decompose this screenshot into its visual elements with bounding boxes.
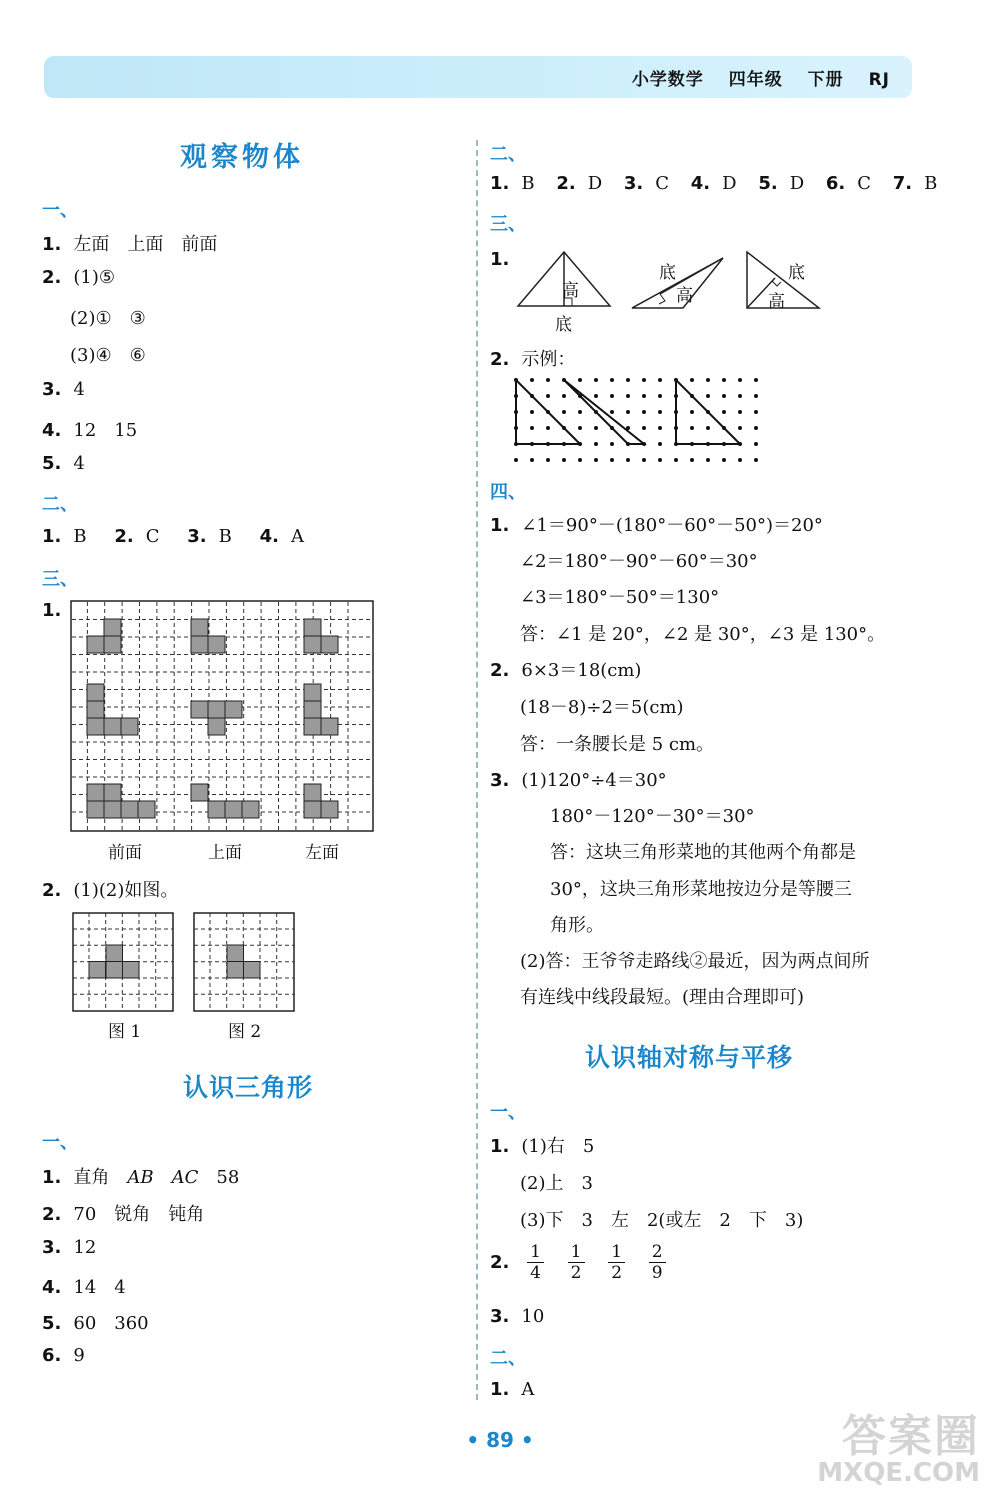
answer-line: 答：一条腰长是 5 cm。 (520, 734, 715, 755)
section-1: 一、 (42, 1132, 78, 1153)
answer-line: 180°－120°－30°＝30° (550, 806, 755, 827)
question-number: 1. (42, 600, 62, 621)
answer-line: (2)答：王爷爷走路线②最近，因为两点间所 (520, 951, 870, 972)
tri-label-height: 高 (676, 286, 693, 306)
answer-line: 3. 4 (42, 379, 85, 400)
fraction: $\frac{1}{4}$ (527, 1242, 544, 1283)
choice-line: 1. B 2. C 3. B 4. A (42, 526, 304, 547)
answer-line: 1. (1)右 5 (490, 1136, 595, 1157)
edition: RJ (868, 70, 890, 90)
answer-line: (3)④ ⑥ (70, 345, 146, 366)
answer-line: 2. 70 锐角 钝角 (42, 1204, 205, 1225)
choice-line: 1. B 2. D 3. C 4. D 5. D 6. C 7. B (490, 173, 938, 194)
title-observe: 观察物体 (180, 142, 304, 173)
section-4: 四、 (490, 482, 526, 503)
grade: 四年级 (728, 70, 783, 90)
answer-line: 2. 示例： (490, 349, 576, 370)
answer-line: (2)上 3 (520, 1173, 593, 1194)
section-2: 二、 (490, 1348, 526, 1369)
answer-line: ∠3＝180°－50°＝130° (520, 587, 720, 608)
answer-line: 2. 6×3＝18(cm) (490, 660, 642, 681)
answer-line: 3. (1)120°÷4＝30° (490, 770, 667, 791)
watermark (817, 1400, 980, 1488)
section-3: 三、 (490, 214, 526, 235)
answer-line: 3. 12 (42, 1237, 97, 1258)
tri-label-base: 底 (659, 263, 676, 283)
page-number: • 89 • (466, 1428, 534, 1452)
tri-label-height: 高 (768, 292, 785, 312)
answer-line: 5. 4 (42, 453, 85, 474)
tri-label-base: 底 (555, 315, 572, 335)
header-banner (44, 56, 912, 98)
grid-label: 上面 (208, 843, 242, 863)
column-divider (476, 140, 478, 1400)
answer-line: 1. ∠1＝90°－(180°－60°－50°)＝20° (490, 515, 823, 536)
title-symmetry: 认识轴对称与平移 (585, 1043, 794, 1072)
answer-line: 4. 14 4 (42, 1277, 126, 1298)
answer-line: (2)① ③ (70, 308, 146, 329)
fraction: $\frac{1}{2}$ (608, 1242, 625, 1283)
fraction-line: 2. $\frac{1}{4}$ $\frac{1}{2}$ $\frac{1}{2}$ $\frac{2}{9}$ (490, 1242, 684, 1283)
figure-2-caption: 图 2 (228, 1022, 262, 1042)
answer-line: 角形。 (550, 915, 604, 936)
answer-line: 4. 12 15 (42, 420, 138, 441)
figure-2 (193, 912, 295, 1012)
watermark-logo: 答案圈 (842, 1411, 980, 1462)
fraction: $\frac{2}{9}$ (649, 1242, 666, 1283)
grid-label: 前面 (108, 843, 142, 863)
header-text (614, 65, 890, 90)
answer-line: (18－8)÷2＝5(cm) (520, 697, 684, 718)
volume: 下册 (807, 70, 844, 90)
section-1: 一、 (42, 200, 78, 221)
section-2: 二、 (42, 494, 78, 515)
dot-grid-triangles (512, 376, 768, 464)
grid-label: 左面 (305, 843, 339, 863)
answer-line: 6. 9 (42, 1345, 85, 1366)
answer-line: 2. (1)(2)如图。 (42, 880, 179, 901)
title-triangle: 认识三角形 (183, 1073, 314, 1102)
question-number: 1. (490, 249, 510, 270)
watermark-url: MXQE.COM (817, 1458, 980, 1488)
answer-line: 答：这块三角形菜地的其他两个角都是 (550, 842, 856, 863)
three-views-grid (70, 600, 374, 832)
tri-label-base: 底 (788, 263, 805, 283)
section-1: 一、 (490, 1102, 526, 1123)
answer-line: 30°，这块三角形菜地按边分是等腰三 (550, 879, 852, 900)
answer-line: 3. 10 (490, 1306, 545, 1327)
answer-line: 5. 60 360 (42, 1313, 149, 1334)
subject: 小学数学 (631, 70, 704, 90)
section-2: 二、 (490, 144, 526, 165)
answer-line: ∠2＝180°－90°－60°＝30° (520, 551, 758, 572)
section-3: 三、 (42, 569, 78, 590)
answer-line: 1. A (490, 1379, 535, 1400)
fraction: $\frac{1}{2}$ (568, 1242, 585, 1283)
tri-label-height: 高 (562, 281, 579, 301)
answer-line: 1. 直角 AB AC 58 (42, 1167, 240, 1188)
figure-1 (72, 912, 174, 1012)
answer-line: 答：∠1 是 20°，∠2 是 30°，∠3 是 130°。 (520, 624, 886, 645)
answer-line: (3)下 3 左 2(或左 2 下 3) (520, 1210, 804, 1231)
figure-1-caption: 图 1 (108, 1022, 142, 1042)
answer-line: 1. 左面 上面 前面 (42, 234, 218, 255)
answer-line: 2. (1)⑤ (42, 267, 116, 288)
answer-line: 有连线中线段最短。(理由合理即可) (520, 987, 805, 1008)
